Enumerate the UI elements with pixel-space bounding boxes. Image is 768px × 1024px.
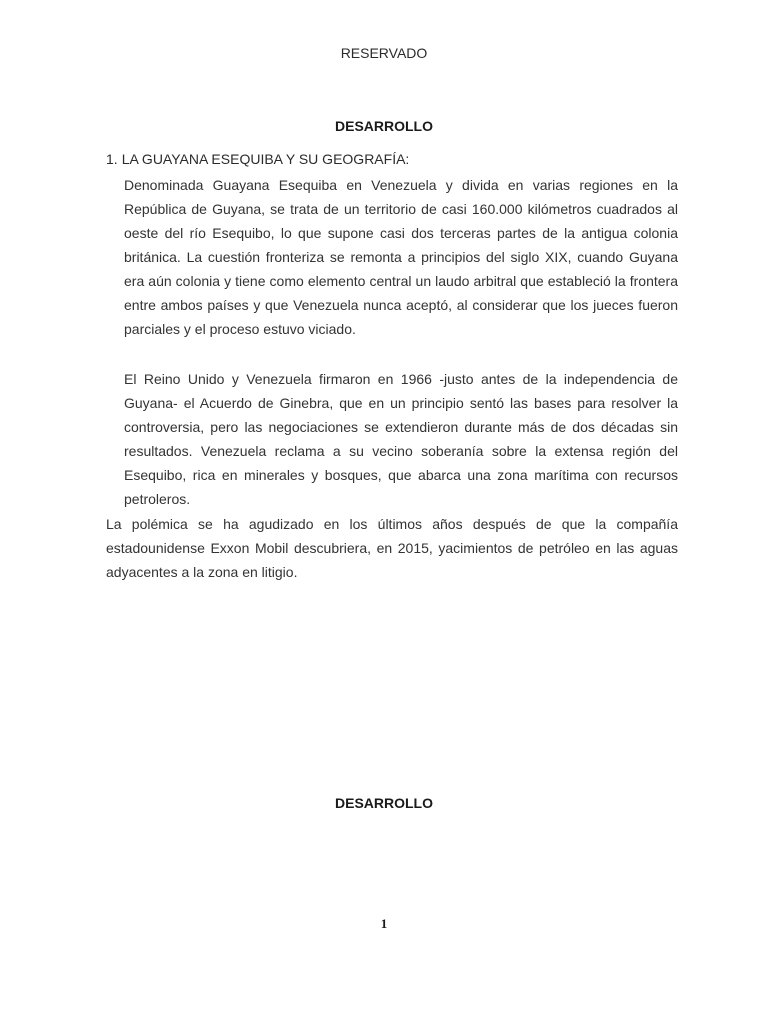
section-title: DESARROLLO: [335, 118, 433, 134]
list-item-heading-text: LA GUAYANA ESEQUIBA Y SU GEOGRAFÍA:: [121, 151, 410, 167]
list-item-number: 1.: [106, 151, 118, 167]
page-number: 1: [380, 916, 388, 931]
paragraph-exxon-discovery: La polémica se ha agudizado en los últimos años después de que la compañía estadounidense Exxon Mobil descubriera, en 2015, yacimientos de petróleo en las aguas adyacentes a la zona en litigio.: [106, 516, 678, 580]
section-title-repeat: DESARROLLO: [335, 795, 433, 811]
paragraph-geneva-agreement: El Reino Unido y Venezuela firmaron en 1966 -justo antes de la independencia de Guyana- el Acuerdo de Ginebra, que en un principio sentó las bases para resolver la controversia, pero las negociaciones se extendieron durante más de dos décadas sin resultados. Venezuela reclama a su vecino soberanía sobre la extensa región del Esequibo, rica en minerales y bosques, que abarca una zona marítima con recursos petroleros.: [124, 371, 678, 507]
paragraph-territory: Denominada Guayana Esequiba en Venezuela y divida en varias regiones en la República de Guyana, se trata de un territorio de casi 160.000 kilómetros cuadrados al oeste del río Esequibo, lo que supone casi dos terceras partes de la antigua colonia británica. La cuestión fronteriza se remonta a principios del siglo XIX, cuando Guyana era aún colonia y tiene como elemento central un laudo arbitral que estableció la frontera entre ambos países y que Venezuela nunca aceptó, al considerar que los jueces fueron parciales y el proceso estuvo viciado.: [124, 177, 678, 337]
list-item-heading: [106, 151, 409, 167]
classification-header: RESERVADO: [340, 45, 428, 61]
